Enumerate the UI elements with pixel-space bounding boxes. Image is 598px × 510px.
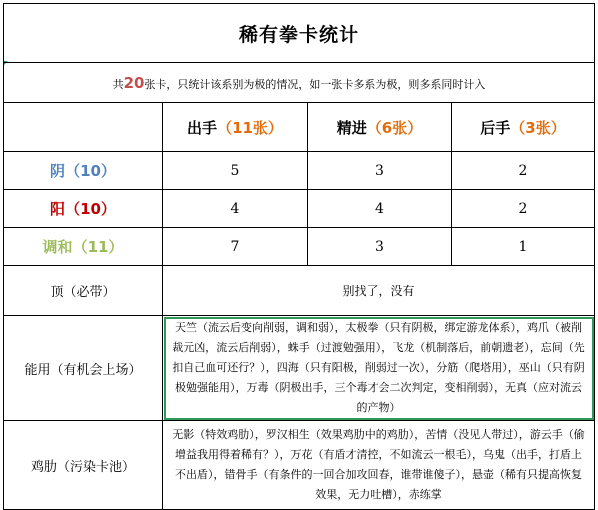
row-label-nengyong: 能用（有机会上场） [4,316,163,421]
table-cell: 3 [308,228,452,266]
row-label-tiaohe: 调和（11） [4,228,163,266]
table-cell: 4 [308,190,452,228]
column-header-houshou: 后手（3张） [452,103,595,152]
table-cell: 2 [452,190,595,228]
corner-cell [4,103,163,152]
ding-value: 别找了，没有 [163,266,595,316]
row-label-ding: 顶（必带） [4,266,163,316]
table-cell: 7 [163,228,308,266]
stats-table [3,3,595,510]
table-cell: 2 [452,152,595,190]
column-header-chushou: 出手（11张） [163,103,308,152]
table-cell: 5 [163,152,308,190]
note-prefix: 共 [112,77,124,91]
page-title: 稀有拳卡统计 [4,4,595,63]
column-header-jingjin: 精进（6张） [308,103,452,152]
row-label-yin: 阴（10） [4,152,163,190]
note-suffix: 张卡，只统计该系别为极的情况，如一张卡多系为极，则多系同时计入 [144,77,486,91]
table-cell: 1 [452,228,595,266]
table-cell: 4 [163,190,308,228]
row-label-jilei: 鸡肋（污染卡池） [4,421,163,510]
nengyong-text[interactable]: 天竺（流云后变向削弱，调和弱），太极拳（只有阴极，绑定游龙体系），鸡爪（被削裁元凶，流云后削弱），蛛手（过渡勉强用），飞龙（机制落后，前朝遗老），忘间（先扣自己血可还行？），四海（只有阳极，削弱过一次），分筋（爬塔用），巫山（只有阴极勉强能用），万毒（阴极出手，三个毒才会二次判定，变相削弱），无真（应对流云的产物） [163,316,595,421]
table-cell: 3 [308,152,452,190]
jilei-text: 无影（特效鸡肋），罗汉相生（效果鸡肋中的鸡肋），苦情（没见人带过），游云手（偷增益我用得着稀有？），万花（有盾才清控，不如流云一根毛），乌鬼（出手，打盾上不出盾），错骨手（有条件的一回合加攻回春，谁带谁傻子），悬壶（稀有只提高恢复效果，无力吐槽），赤练掌 [163,421,595,510]
summary-note [4,63,595,103]
row-label-yang: 阳（10） [4,190,163,228]
total-count: 20 [123,73,145,92]
